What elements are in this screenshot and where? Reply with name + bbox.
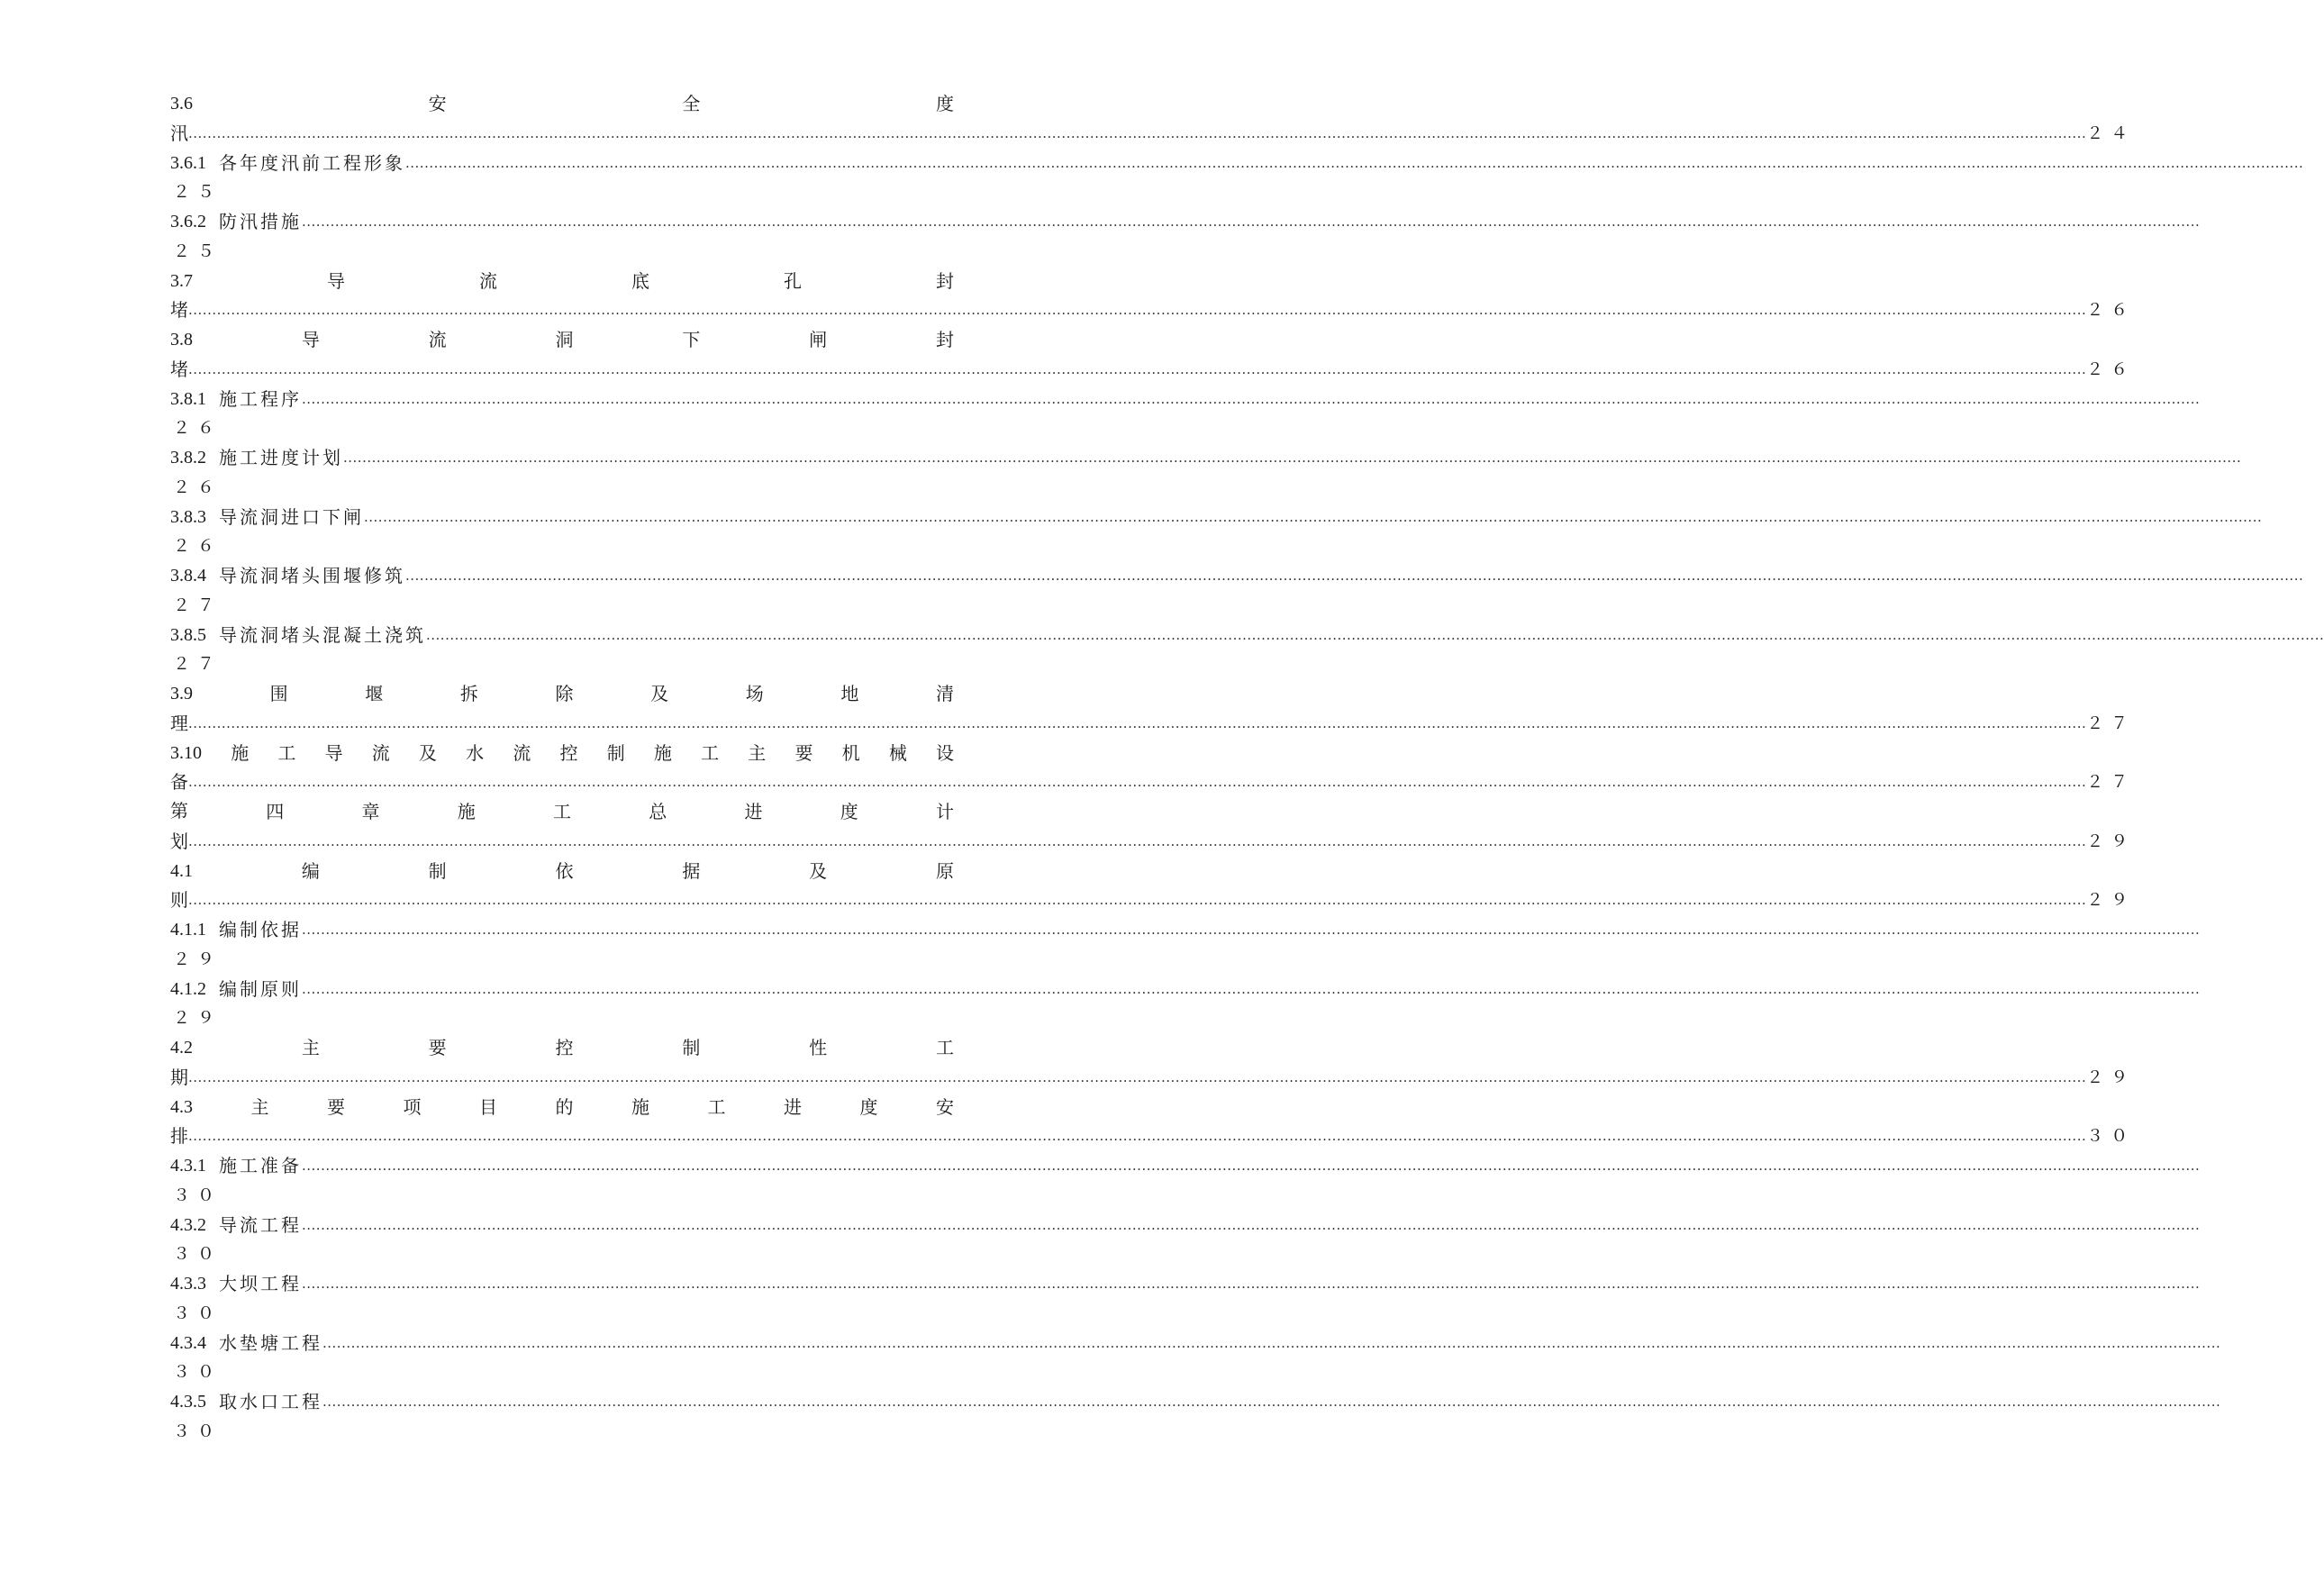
toc-entry-number: 4.3 [170,1096,193,1117]
toc-entry-leader: ................................................................................................................................................................................................................................................................................................................................................................................................................ [188,892,2087,909]
toc-entry-leader: ................................................................................................................................................................................................................................................................................................................................................................................................................ [188,1068,2087,1085]
toc-entry-title-char: 导 [324,741,343,764]
toc-entry-first-line [170,325,954,355]
toc-entry-title-char: 项 [403,1095,422,1118]
toc-entry-title-char: 设 [936,741,954,764]
toc-entry-number: 4.1 [170,860,193,881]
toc-entry-continuation [170,827,2136,857]
toc-entry-second-line [170,1358,954,1387]
toc-entry-first-line [170,915,2201,945]
toc-entry-title-char: 据 [682,859,701,882]
toc-entry-leader: ................................................................................................................................................................................................................................................................................................................................................................................................................ [302,1216,2201,1233]
toc-entry-title-char: 制 [606,741,625,764]
toc-entry-second-line [170,1181,954,1211]
toc-entry [170,1033,2136,1093]
toc-entry [170,679,2136,739]
toc-entry-leader: ................................................................................................................................................................................................................................................................................................................................................................................................................ [405,154,2304,171]
toc-entry-first-line [170,1033,954,1063]
toc-entry-leader: ................................................................................................................................................................................................................................................................................................................................................................................................................ [302,1158,2201,1174]
toc-entry-number: 3.8.1 [170,388,206,409]
toc-entry-title-char: 底 [631,269,649,292]
toc-entry-first-line [170,267,954,296]
toc-entry-page: ３０ [173,1362,222,1383]
toc-entry-page: ３０ [173,1185,222,1205]
toc-entry-leader: ................................................................................................................................................................................................................................................................................................................................................................................................................ [188,1128,2087,1145]
toc-entry-title-char: 及 [650,683,669,704]
toc-entry-leader: ................................................................................................................................................................................................................................................................................................................................................................................................................ [302,980,2201,997]
toc-entry-leader: ................................................................................................................................................................................................................................................................................................................................................................................................................ [302,1276,2201,1292]
toc-entry-title-char: 的 [555,1095,574,1118]
toc-entry-title-char: 要 [327,1095,345,1118]
toc-entry-page: ２９ [173,1008,222,1029]
toc-entry-title: 防汛措施 [219,211,302,232]
toc-entry-number: 4.1.2 [170,978,206,999]
toc-entry [170,1093,2136,1152]
toc-entry-title-char: 施 [457,801,476,822]
toc-entry-number: 3.6.2 [170,212,206,232]
toc-entry-title-char: 划 [170,830,188,852]
toc-entry-title-char: 进 [784,1095,802,1118]
toc-entry [170,149,2304,208]
toc-entry-number: 3.9 [170,684,193,704]
toc-entry-title: 导流工程 [219,1213,302,1236]
toc-entry-second-line [170,945,954,975]
toc-entry-page: ２７ [173,654,222,675]
toc-entry-leader: ................................................................................................................................................................................................................................................................................................................................................................................................................ [405,568,2304,584]
toc-entry-continuation [170,295,2136,325]
toc-entry-second-line [170,1239,954,1269]
toc-entry-title-char: 度 [840,801,858,822]
toc-entry-title-char: 制 [682,1037,701,1058]
toc-entry-first-line [170,1269,2201,1299]
toc-entry-second-line [170,413,954,443]
toc-entry [170,739,2136,798]
toc-entry-number: 3.6 [170,94,193,114]
toc-entry-title-char: 堰 [365,683,384,704]
toc-entry-title-char: 主 [748,741,767,764]
toc-entry-page: ３０ [173,1244,222,1265]
toc-entry-title-char: 导 [327,269,345,292]
toc-entry-second-line [170,709,2136,739]
toc-entry-title-char: 安 [428,93,447,114]
toc-entry-second-line [170,827,2136,857]
toc-entry-first-line [170,149,2304,178]
toc-entry-title-char: 控 [559,741,578,764]
toc-entry-number: 4.3.4 [170,1332,206,1353]
toc-entry-first-line [170,89,954,119]
toc-entry [170,1211,2201,1270]
toc-entry-page: ２６ [173,418,222,439]
toc-entry-leader: ................................................................................................................................................................................................................................................................................................................................................................................................................ [426,626,2324,643]
toc-entry-title-char: 工 [553,801,571,822]
toc-entry-number: 3.8.4 [170,566,206,586]
toc-entry-page: ２７ [2086,713,2136,733]
toc-entry-second-line [170,473,954,503]
toc-entry-page: ２５ [173,182,222,203]
toc-entry-title-char: 度 [859,1095,878,1118]
toc-entry-leader: ................................................................................................................................................................................................................................................................................................................................................................................................................ [188,714,2087,731]
toc-entry-number: 3.7 [170,270,193,291]
toc-entry-title-char: 总 [649,801,667,822]
toc-entry-page: ２６ [173,536,222,557]
toc-entry-title: 导流洞堵头围堰修筑 [219,565,405,586]
toc-entry-second-line [170,295,2136,325]
toc-entry-first-line [170,1151,2201,1181]
toc-entry-title-char: 计 [936,801,954,822]
toc-entry-continuation [170,119,2136,149]
toc-entry-title-char: 孔 [784,269,802,292]
toc-entry-title-char: 制 [428,859,447,882]
toc-entry-title-char: 械 [888,741,907,764]
toc-entry-leader: ................................................................................................................................................................................................................................................................................................................................................................................................................ [302,390,2201,407]
toc-entry-title-char: 封 [935,329,954,350]
toc-entry-page: ２９ [2086,890,2136,911]
toc-entry-continuation [170,767,2136,797]
toc-entry-title-char: 主 [301,1037,320,1058]
toc-entry-second-line [170,767,2136,797]
toc-entry-title-char: 原 [935,859,954,882]
toc-entry-page: ２７ [2086,772,2136,793]
toc-entry-title-char: 目 [479,1095,497,1118]
toc-entry [170,443,2242,503]
toc-entry-number: 3.10 [170,742,202,763]
toc-entry-title-char: 备 [170,771,188,794]
toc-entry-second-line [170,649,954,679]
toc-entry-title-char: 依 [555,859,574,882]
toc-entry-page: ２７ [173,595,222,615]
toc-entry-title-char: 编 [301,859,320,882]
toc-entry [170,1329,2221,1388]
toc-entry-first-line [170,561,2304,591]
toc-entry-continuation [170,709,2136,739]
table-of-contents [170,89,2324,1447]
toc-entry-title-char: 度 [935,93,954,114]
toc-entry-second-line [170,1417,954,1447]
toc-entry-leader: ................................................................................................................................................................................................................................................................................................................................................................................................................ [322,1394,2221,1410]
toc-entry-first-line [170,1329,2221,1358]
toc-entry-page: ２９ [2086,1067,2136,1087]
toc-entry [170,797,2136,857]
toc-entry-first-line [170,207,2201,237]
toc-entry-title-char: 理 [170,712,188,734]
toc-entry-leader: ................................................................................................................................................................................................................................................................................................................................................................................................................ [188,302,2087,319]
toc-entry-title: 导流洞进口下闸 [219,505,364,528]
toc-entry-page: ２９ [173,949,222,969]
toc-entry-title-char: 施 [631,1095,649,1118]
toc-entry-second-line [170,531,954,561]
toc-entry-second-line [170,237,954,267]
toc-entry [170,975,2201,1034]
toc-entry-second-line [170,1299,954,1329]
toc-entry-second-line [170,119,2136,149]
toc-entry-number: 4.3.3 [170,1274,206,1294]
toc-entry-title-char: 章 [361,801,380,822]
toc-entry-page: ２６ [173,477,222,497]
toc-entry-title: 水垫塘工程 [219,1331,322,1354]
toc-entry-title: 施工准备 [219,1155,302,1176]
toc-entry-first-line [170,1211,2201,1240]
toc-entry-second-line [170,591,954,621]
toc-entry-second-line [170,1121,2136,1151]
toc-entry-title-char: 流 [479,269,497,292]
toc-entry-title-char: 封 [936,269,954,292]
toc-entry-first-line [170,679,954,709]
toc-entry-page: ３０ [173,1303,222,1323]
toc-entry [170,561,2304,621]
toc-entry-first-line [170,739,954,768]
toc-entry-title-char: 下 [682,329,701,350]
toc-entry-second-line [170,1003,954,1033]
toc-entry-leader: ................................................................................................................................................................................................................................................................................................................................................................................................................ [343,449,2242,466]
toc-entry-title-char: 要 [428,1037,447,1058]
toc-entry-first-line [170,797,954,827]
toc-entry-title-char: 进 [744,801,763,822]
toc-entry-title-char: 工 [935,1037,954,1058]
toc-entry-second-line [170,355,2136,385]
toc-entry-title: 取水口工程 [219,1391,322,1412]
toc-entry-leader: ................................................................................................................................................................................................................................................................................................................................................................................................................ [302,922,2201,938]
toc-entry-title-char: 工 [277,741,296,764]
toc-entry-title: 施工程序 [219,387,302,410]
toc-entry-page: ２６ [2086,300,2136,321]
toc-entry-title: 编制依据 [219,919,302,940]
toc-entry-title: 施工进度计划 [219,447,343,468]
toc-entry-title-char: 流 [513,741,531,764]
toc-entry-title-char: 及 [809,859,828,882]
toc-entry-page: ２５ [173,241,222,261]
toc-entry-title-char: 导 [301,329,320,350]
toc-entry-title-char: 控 [555,1037,574,1058]
toc-entry-leader: ................................................................................................................................................................................................................................................................................................................................................................................................................ [188,774,2087,791]
toc-entry-title-char: 机 [841,741,860,764]
toc-entry-first-line [170,1093,954,1122]
toc-entry-number: 4.3.2 [170,1214,206,1235]
toc-entry-title: 导流洞堵头混凝土浇筑 [219,623,426,646]
toc-entry-title-char: 堵 [170,358,188,380]
toc-entry-second-line [170,1063,2136,1093]
toc-entry-first-line [170,857,954,886]
toc-entry-title: 各年度汛前工程形象 [219,151,405,174]
toc-entry-first-line [170,1387,2221,1417]
toc-entry-number: 4.3.1 [170,1156,206,1176]
toc-entry [170,89,2136,149]
toc-entry-title-char: 施 [231,741,250,764]
toc-entry-title-char: 排 [170,1125,188,1148]
toc-entry [170,385,2201,444]
toc-entry-title-char: 安 [936,1095,954,1118]
toc-entry-title-char: 拆 [459,683,478,704]
toc-entry-title-char: 四 [266,801,285,822]
toc-entry-leader: ................................................................................................................................................................................................................................................................................................................................................................................................................ [322,1334,2221,1351]
toc-entry-title-char: 施 [653,741,672,764]
toc-entry-leader: ................................................................................................................................................................................................................................................................................................................................................................................................................ [188,360,2087,377]
toc-entry [170,1387,2221,1447]
toc-entry-continuation [170,1063,2136,1093]
toc-entry-page: ３０ [173,1421,222,1441]
toc-entry-leader: ................................................................................................................................................................................................................................................................................................................................................................................................................ [302,213,2201,230]
toc-entry-title-char: 流 [371,741,390,764]
toc-entry-title-char: 清 [936,683,954,704]
toc-entry-first-line [170,385,2201,414]
toc-entry-title-char: 除 [555,683,574,704]
toc-entry [170,857,2136,916]
toc-entry [170,325,2136,385]
toc-entry-title-char: 性 [809,1037,828,1058]
toc-entry-title: 大坝工程 [219,1273,302,1294]
toc-entry [170,1151,2201,1211]
toc-entry-second-line [170,177,954,207]
toc-entry-number: 第 [170,802,188,822]
toc-entry-title-char: 工 [701,741,720,764]
toc-entry-title-char: 流 [428,329,447,350]
toc-entry-number: 4.2 [170,1038,193,1058]
toc-entry-title-char: 洞 [555,329,574,350]
toc-entry-leader: ................................................................................................................................................................................................................................................................................................................................................................................................................ [188,832,2087,849]
toc-entry-page: ２６ [2086,359,2136,379]
toc-entry-title-char: 围 [269,683,288,704]
toc-entry-title-char: 期 [170,1066,188,1088]
toc-entry-number: 3.8.3 [170,506,206,527]
toc-entry-number: 3.6.1 [170,152,206,173]
toc-entry [170,267,2136,326]
toc-entry-title-char: 闸 [809,329,828,350]
toc-entry [170,915,2201,975]
toc-entry-title: 编制原则 [219,977,302,1000]
toc-entry-title-char: 全 [682,93,701,114]
toc-entry-number: 4.3.5 [170,1392,206,1412]
toc-entry-page: ３０ [2086,1126,2136,1147]
toc-entry-number: 3.8 [170,330,193,350]
toc-entry-title-char: 水 [466,741,485,764]
toc-entry-number: 3.8.2 [170,448,206,468]
toc-entry-title-char: 工 [707,1095,726,1118]
toc-entry-page: ２９ [2086,831,2136,851]
toc-entry-continuation [170,885,2136,915]
toc-entry [170,503,2263,562]
toc-entry-number: 4.1.1 [170,920,206,940]
toc-entry-continuation [170,355,2136,385]
toc-entry-first-line [170,975,2201,1004]
toc-entry [170,1269,2201,1329]
toc-entry-continuation [170,1121,2136,1151]
toc-entry-title-char: 主 [250,1095,269,1118]
toc-entry-page: ２４ [2086,123,2136,143]
toc-entry-title-char: 堵 [170,299,188,322]
toc-entry-leader: ................................................................................................................................................................................................................................................................................................................................................................................................................ [364,508,2263,525]
toc-entry-title-char: 场 [745,683,764,704]
toc-entry-first-line [170,443,2242,473]
toc-entry-second-line [170,885,2136,915]
toc-entry-title-char: 汛 [170,122,188,144]
toc-entry-leader: ................................................................................................................................................................................................................................................................................................................................................................................................................ [188,124,2087,141]
toc-entry-title-char: 要 [794,741,813,764]
toc-entry-first-line [170,503,2263,532]
toc-entry [170,621,2324,680]
toc-entry-title-char: 则 [170,889,188,912]
toc-entry-first-line [170,621,2324,650]
toc-entry [170,207,2201,267]
toc-entry-title-char: 地 [840,683,859,704]
toc-entry-title-char: 及 [418,741,437,764]
toc-entry-number: 3.8.5 [170,624,206,645]
